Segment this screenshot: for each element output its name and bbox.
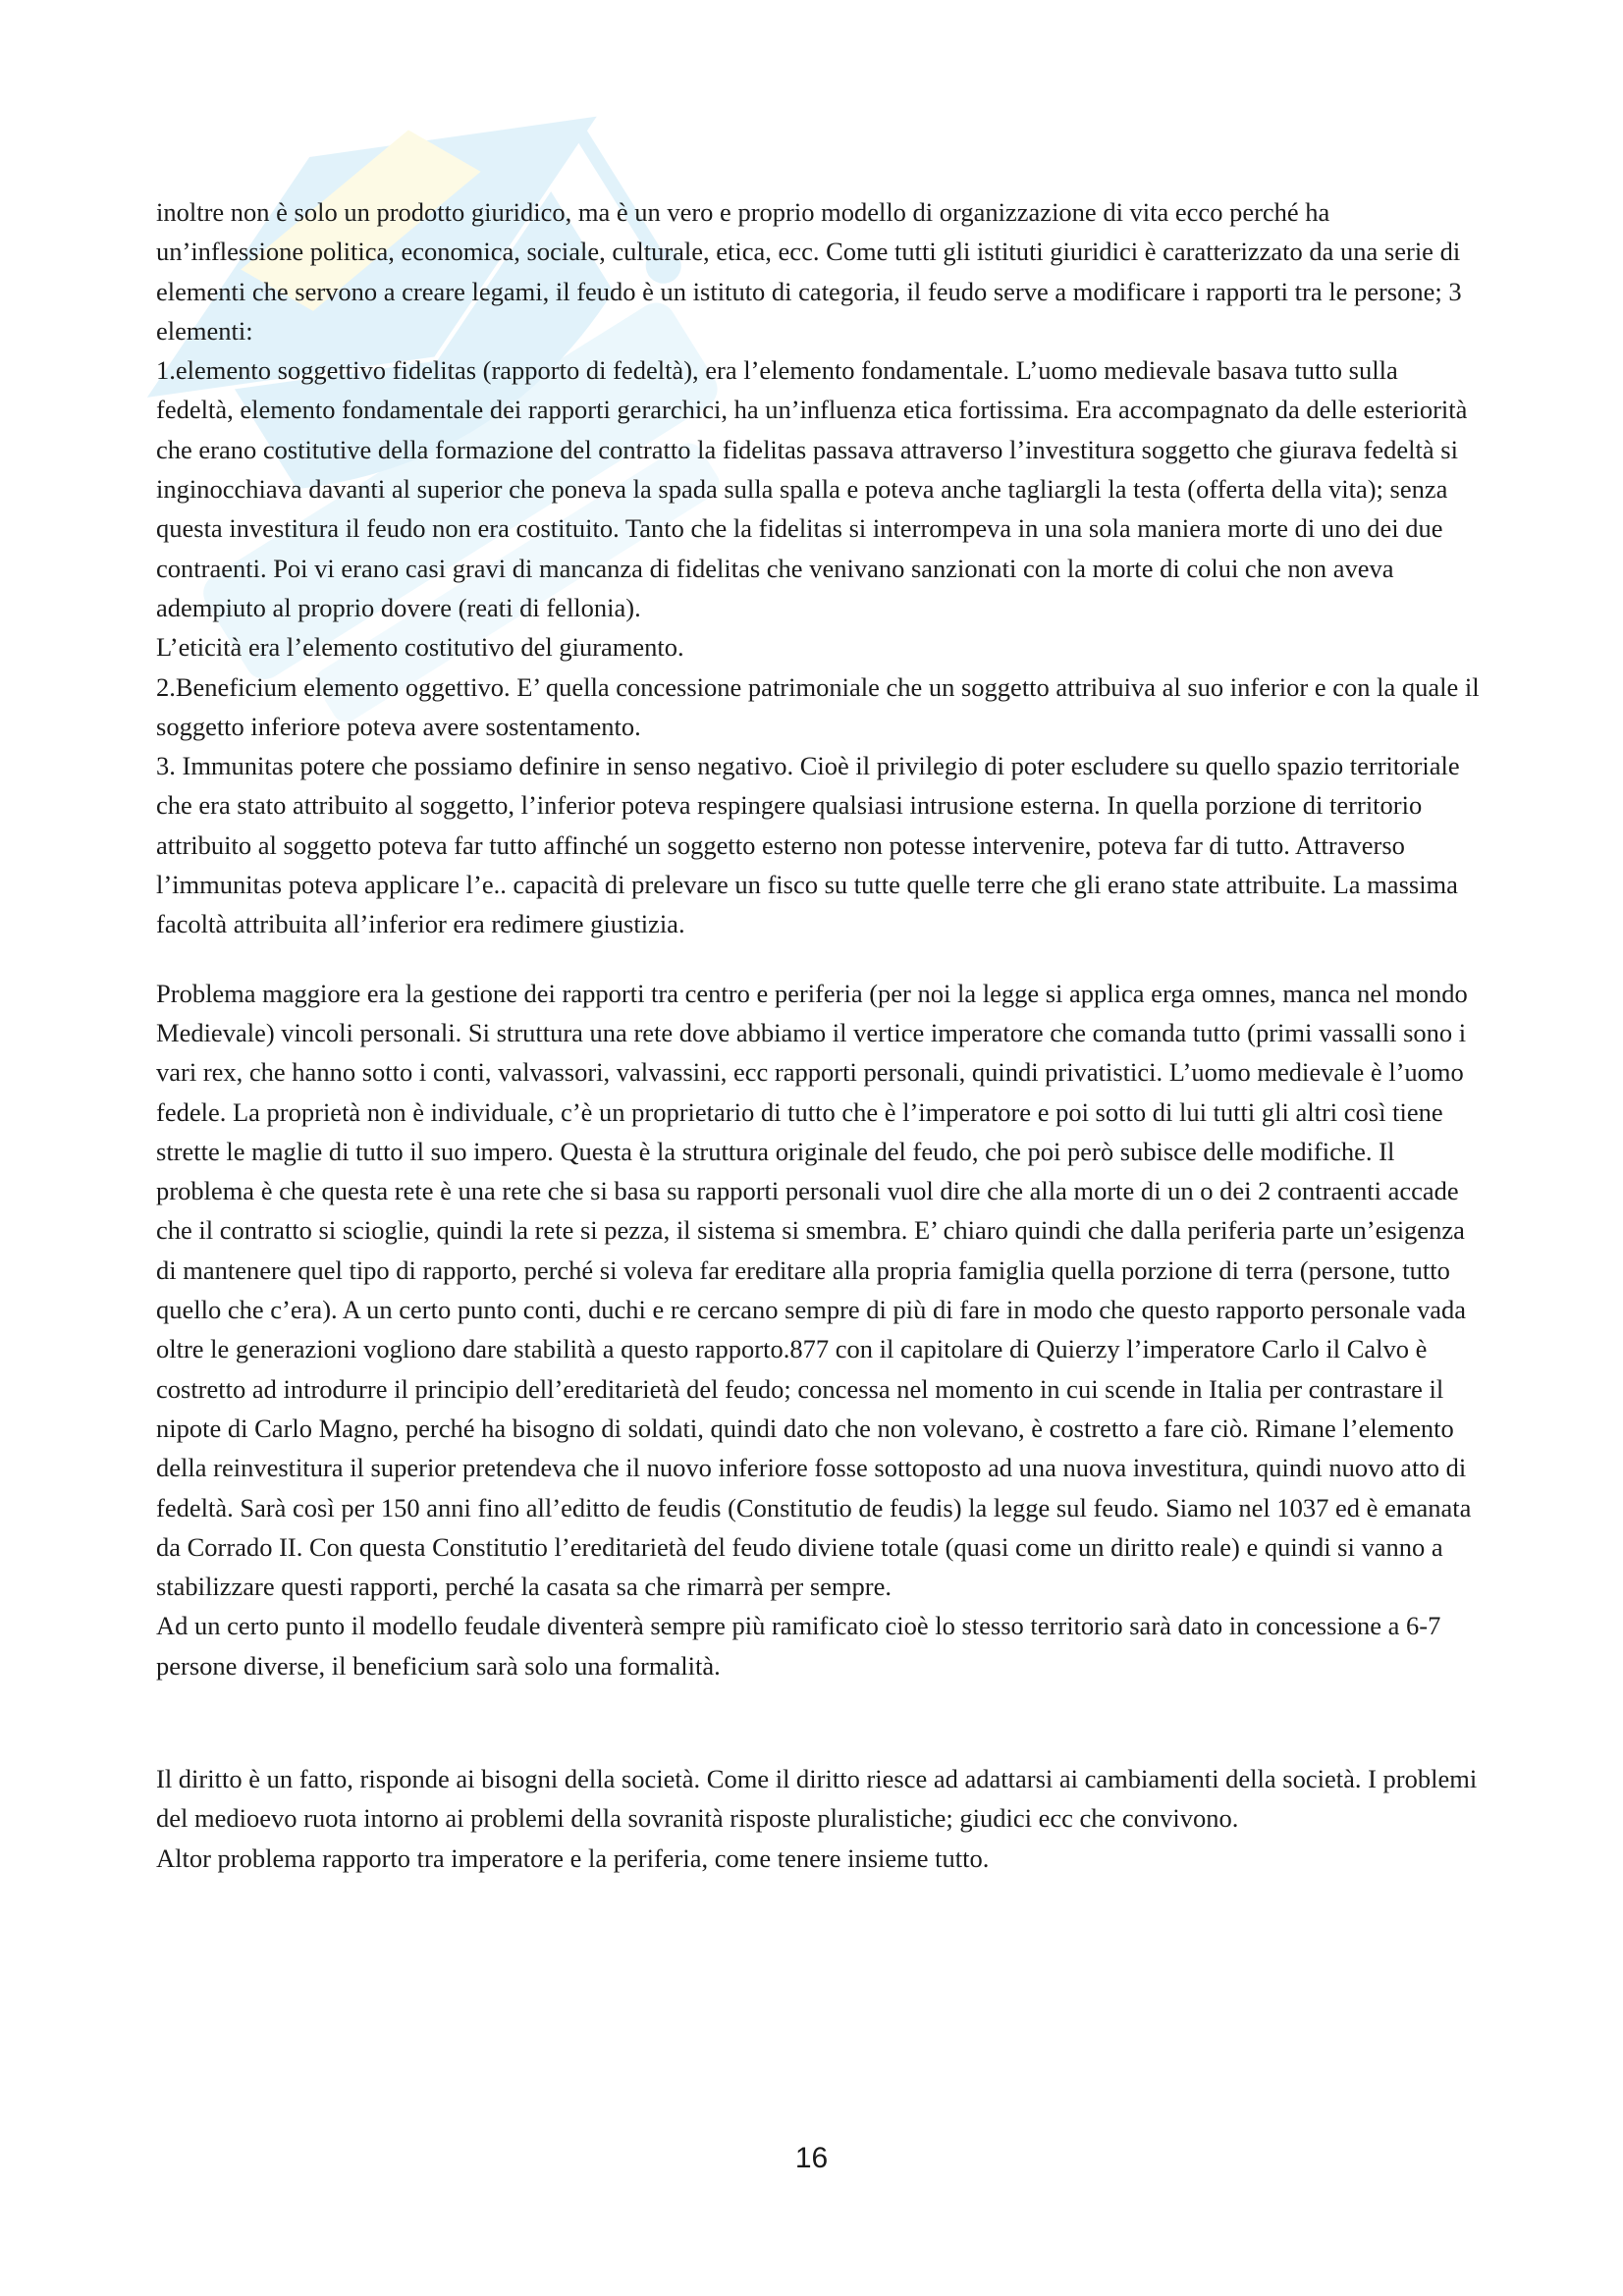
paragraph-intro: inoltre non è solo un prodotto giuridico, ma è un vero e proprio modello di organizzazione di vita ecco perché ha un’inflessione politica, economica, sociale, culturale, etica, ecc. Come tutti gli istituti giuridici è caratterizzato da una serie di elementi che servono a creare legami, il feudo è un istituto di categoria, il feudo serve a modificare i rapporti tra le persone; 3 elementi: bbox=[156, 197, 1462, 346]
paragraph-element-2: 2.Beneficium elemento oggettivo. E’ quella concessione patrimoniale che un soggetto attribuiva al suo inferior e con la quale il soggetto inferiore poteva avere sostentamento. bbox=[156, 671, 1480, 741]
paragraph-altro-problema: Altor problema rapporto tra imperatore e la periferia, come tenere insieme tutto. bbox=[156, 1842, 990, 1873]
paragraph-eticita: L’eticità era l’elemento costitutivo del giuramento. bbox=[156, 632, 684, 663]
page-number: 16 bbox=[794, 2142, 829, 2174]
paragraph-element-3: 3. Immunitas potere che possiamo definire in senso negativo. Cioè il privilegio di poter escludere su quello spazio territoriale che era stato attribuito al soggetto, l’inferior poteva respingere qualsiasi intrusione esterna. In quella porzione di territorio attribuito al soggetto poteva far tutto affinché un soggetto esterno non potesse intervenire, poteva far di tutto. Attraverso l’immunitas poteva applicare l’e.. capacità di prelevare un fisco su tutte quelle terre che gli erano state attribuite. La massima facoltà attribuita all’inferior era redimere giustizia. bbox=[156, 751, 1460, 939]
paragraph-spacer bbox=[156, 944, 1482, 974]
paragraph-element-1: 1.elemento soggettivo fidelitas (rapporto di fedeltà), era l’elemento fondamentale. L’uomo medievale basava tutto sulla fedeltà, elemento fondamentale dei rapporti gerarchici, ha un’influenza etica fortissima. Era accompagnato da delle esteriorità che erano costitutive della formazione del contratto la fidelitas passava attraverso l’investitura soggetto che giurava fedeltà si inginocchiava davanti al superior che poneva la spada sulla spalla e poteva anche tagliargli la testa (offerta della vita); senza questa investitura il feudo non era costituito. Tanto che la fidelitas si interrompeva in una sola maniera morte di uno dei due contraenti. Poi vi erano casi gravi di mancanza di fidelitas che venivano sanzionati con la morte di colui che non aveva adempiuto al proprio dovere (reati di fellonia). bbox=[156, 355, 1468, 622]
paragraph-diritto: Il diritto è un fatto, risponde ai bisogni della società. Come il diritto riesce ad adattarsi ai cambiamenti della società. I problemi del medioevo ruota intorno ai problemi della sovranità risposte pluralistiche; giudici ecc che convivono. bbox=[156, 1763, 1478, 1834]
paragraph-spacer bbox=[156, 1685, 1482, 1759]
paragraph-modello-feudale: Ad un certo punto il modello feudale diventerà sempre più ramificato cioè lo stesso territorio sarà dato in concessione a 6-7 persone diverse, il beneficium sarà solo una formalità. bbox=[156, 1611, 1441, 1681]
paragraph-centro-periferia: Problema maggiore era la gestione dei rapporti tra centro e periferia (per noi la legge si applica erga omnes, manca nel mondo Medievale) vincoli personali. Si struttura una rete dove abbiamo il vertice imperatore che comanda tutto (primi vassalli sono i vari rex, che hanno sotto i conti, valvassori, valvassini, ecc rapporti personali, quindi privatistici. L’uomo medievale è l’uomo fedele. La proprietà non è individuale, c’è un proprietario di tutto che è l’imperatore e poi sotto di lui tutti gli altri così tiene strette le maglie di tutto il suo impero. Questa è la struttura originale del feudo, che poi però subisce delle modifiche. Il problema è che questa rete è una rete che si basa su rapporti personali vuol dire che alla morte di un o dei 2 contraenti accade che il contratto si scioglie, quindi la rete si pezza, il sistema si smembra. E’ chiaro quindi che dalla periferia parte un’esigenza di mantenere quel tipo di rapporto, perché si voleva far ereditare alla propria famiglia quella porzione di terra (persone, tutto quello che c’era). A un certo punto conti, duchi e re cercano sempre di più di fare in modo che questo rapporto personale vada oltre le generazioni vogliono dare stabilità a questo rapporto.877 con il capitolare di Quierzy l’imperatore Carlo il Calvo è costretto ad introdurre il principio dell’ereditarietà del feudo; concessa nel momento in cui scende in Italia per contrastare il nipote di Carlo Magno, perché ha bisogno di soldati, quindi dato che non volevano, è costretto a fare ciò. Rimane l’elemento della reinvestitura il superior pretendeva che il nuovo inferiore fosse sottoposto ad una nuova investitura, quindi nuovo atto di fedeltà. Sarà così per 150 anni fino all’editto de feudis (Constitutio de feudis) la legge sul feudo. Siamo nel 1037 ed è emanata da Corrado II. Con questa Constitutio l’ereditarietà del feudo diviene totale (quasi come un diritto reale) e quindi si vanno a stabilizzare questi rapporti, perché la casata sa che rimarrà per sempre. bbox=[156, 978, 1472, 1602]
document-body bbox=[156, 192, 1482, 1878]
